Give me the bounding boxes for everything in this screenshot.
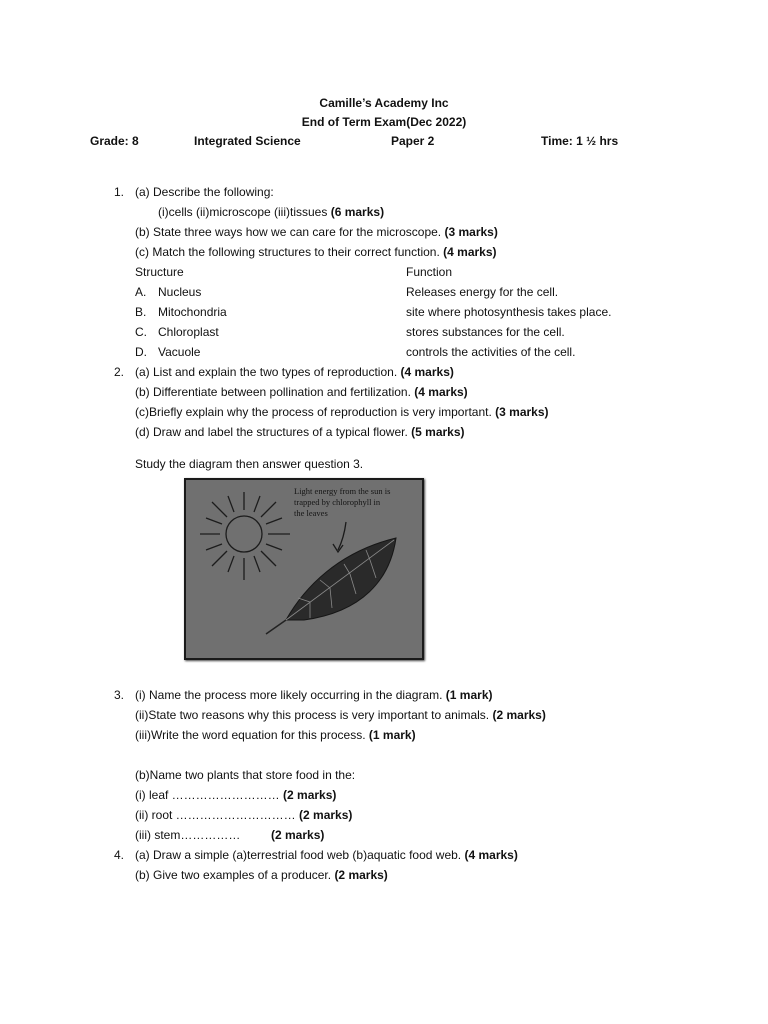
match-function: site where photosynthesis takes place. — [406, 305, 612, 319]
q2-part-d: (d) Draw and label the structures of a typical flower. (5 marks) — [135, 425, 465, 439]
q2-part-c: (c)Briefly explain why the process of reproduction is very important. (3 marks) — [135, 405, 549, 419]
q3-part-ii: (ii)State two reasons why this process is very important to animals. (2 marks) — [135, 708, 546, 722]
match-letter: C. — [135, 325, 147, 339]
diagram-caption-line: the leaves — [294, 508, 328, 518]
study-instruction: Study the diagram then answer question 3. — [135, 457, 364, 471]
match-structure: Mitochondria — [158, 305, 227, 319]
q4-part-a: (a) Draw a simple (a)terrestrial food web (b)aquatic food web. (4 marks) — [135, 848, 518, 862]
function-column-header: Function — [406, 265, 453, 279]
q1-number: 1. — [114, 185, 125, 199]
match-function: stores substances for the cell. — [406, 325, 565, 339]
match-structure: Nucleus — [158, 285, 202, 299]
q3-part-b: (b)Name two plants that store food in the: — [135, 768, 356, 782]
q1-part-a: (a) Describe the following: — [135, 185, 274, 199]
exam-title: End of Term Exam(Dec 2022) — [301, 115, 467, 129]
match-function: Releases energy for the cell. — [406, 285, 559, 299]
sun-leaf-illustration — [186, 480, 422, 658]
q3-number: 3. — [114, 688, 125, 702]
subject-label: Integrated Science — [194, 134, 301, 148]
q3-part-b-leaf: (i) leaf ……………………… (2 marks) — [135, 788, 337, 802]
q4-number: 4. — [114, 848, 125, 862]
q2-part-b: (b) Differentiate between pollination and fertilization. (4 marks) — [135, 385, 468, 399]
match-letter: B. — [135, 305, 147, 319]
paper-label: Paper 2 — [391, 134, 435, 148]
match-function: controls the activities of the cell. — [406, 345, 576, 359]
diagram-caption-line: Light energy from the sun is — [294, 486, 391, 496]
school-name: Camille’s Academy Inc — [319, 96, 449, 110]
q4-part-b: (b) Give two examples of a producer. (2 marks) — [135, 868, 388, 882]
grade-label: Grade: 8 — [90, 134, 139, 148]
q1-part-c: (c) Match the following structures to their correct function. (4 marks) — [135, 245, 497, 259]
q2-part-a: (a) List and explain the two types of reproduction. (4 marks) — [135, 365, 454, 379]
structure-column-header: Structure — [135, 265, 184, 279]
time-label: Time: 1 ½ hrs — [541, 134, 619, 148]
q3-part-b-stem: (iii) stem…………… — [135, 828, 241, 842]
q2-number: 2. — [114, 365, 125, 379]
q3-part-b-stem-marks: (2 marks) — [271, 828, 325, 842]
match-structure: Vacuole — [158, 345, 201, 359]
photosynthesis-diagram — [184, 478, 424, 660]
match-letter: D. — [135, 345, 147, 359]
q3-part-b-root: (ii) root ………………………… (2 marks) — [135, 808, 353, 822]
q1-part-a-items: (i)cells (ii)microscope (iii)tissues (6 marks) — [158, 205, 385, 219]
q3-part-i: (i) Name the process more likely occurring in the diagram. (1 mark) — [135, 688, 493, 702]
match-structure: Chloroplast — [158, 325, 219, 339]
match-letter: A. — [135, 285, 147, 299]
q3-part-iii: (iii)Write the word equation for this process. (1 mark) — [135, 728, 416, 742]
diagram-caption-line: trapped by chlorophyll in — [294, 497, 381, 507]
q1-part-b: (b) State three ways how we can care for the microscope. (3 marks) — [135, 225, 498, 239]
